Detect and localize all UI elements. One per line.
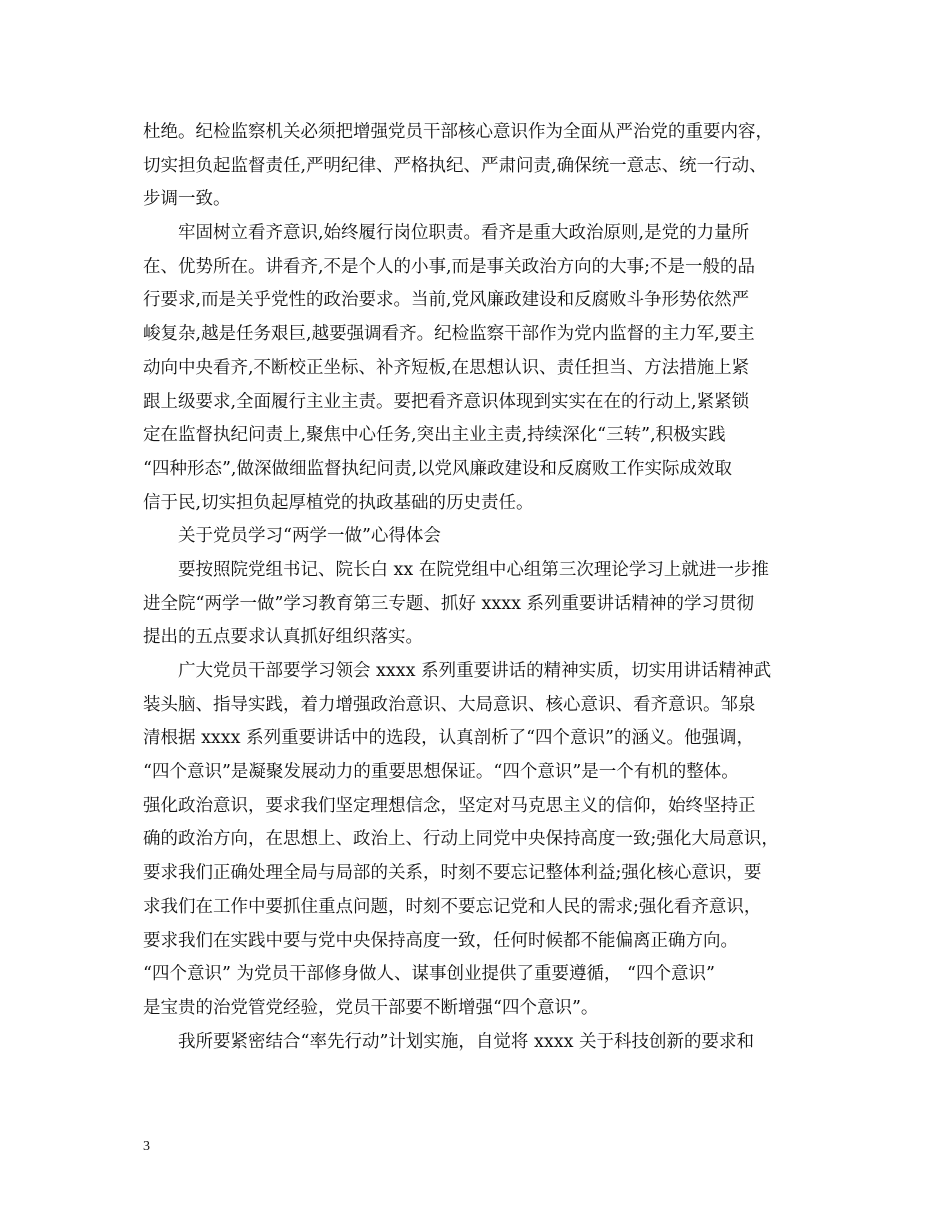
text-line: “四个意识” 为党员干部修身做人、谋事创业提供了重要遵循， “四个意识” <box>143 964 715 985</box>
text-line: 切实担负起监督责任,严明纪律、严格执纪、严肃问责,确保统一意志、统一行动、 <box>143 155 767 176</box>
text-line: 提出的五点要求认真抓好组织落实。 <box>143 627 423 648</box>
text-line: 峻复杂,越是任务艰巨,越要强调看齐。纪检监察干部作为党内监督的主力军,要主 <box>143 324 755 345</box>
page-number: 3 <box>143 1139 150 1154</box>
text-line: 要求我们在实践中要与党中央保持高度一致，任何时候都不能偏离正确方向。 <box>143 930 738 951</box>
paragraph-start-line: 我所要紧密结合“率先行动”计划实施，自觉将 xxxx 关于科技创新的要求和 <box>178 1031 754 1052</box>
text-line: 步调一致。 <box>143 189 231 210</box>
text-line: 进全院“两学一做”学习教育第三专题、抓好 xxxx 系列重要讲话精神的学习贯彻 <box>143 593 754 614</box>
text-line: 行要求,而是关乎党性的政治要求。当前,党风廉政建设和反腐败斗争形势依然严 <box>143 290 750 311</box>
text-line: “四个意识”是凝聚发展动力的重要思想保证。“四个意识”是一个有机的整体。 <box>143 762 739 783</box>
section-heading: 关于党员学习“两学一做”心得体会 <box>178 526 441 547</box>
text-line: 确的政治方向，在思想上、政治上、行动上同党中央保持高度一致;强化大局意识， <box>143 829 779 850</box>
paragraph-start-line: 广大党员干部要学习领会 xxxx 系列重要讲话的精神实质，切实用讲话精神武 <box>178 661 772 681</box>
text-line: 清根据 xxxx 系列重要讲话中的选段，认真剖析了“四个意识”的涵义。他强调， <box>143 728 754 749</box>
text-line: 杜绝。纪检监察机关必须把增强党员干部核心意识作为全面从严治党的重要内容， <box>143 122 773 142</box>
text-line: “四种形态”,做深做细监督执纪问责,以党风廉政建设和反腐败工作实际成效取 <box>143 458 733 479</box>
text-line: 要求我们正确处理全局与局部的关系，时刻不要忘记整体利益;强化核心意识，要 <box>143 863 762 884</box>
text-line: 定在监督执纪问责上,聚焦中心任务,突出主业主责,持续深化“三转”,积极实践 <box>143 425 726 446</box>
text-line: 求我们在工作中要抓住重点问题，时刻不要忘记党和人民的需求;强化看齐意识， <box>143 896 762 917</box>
text-line: 动向中央看齐,不断校正坐标、补齐短板,在思想认识、责任担当、方法措施上紧 <box>143 357 750 378</box>
text-line: 在、优势所在。讲看齐,不是个人的小事,而是事关政治方向的大事;不是一般的品 <box>143 256 756 277</box>
text-line: 强化政治意识，要求我们坚定理想信念，坚定对马克思主义的信仰，始终坚持正 <box>143 795 756 816</box>
text-line: 跟上级要求,全面履行主业主责。要把看齐意识体现到实实在在的行动上,紧紧锁 <box>143 391 750 412</box>
text-line: 信于民,切实担负起厚植党的执政基础的历史责任。 <box>143 492 534 513</box>
document-body <box>143 116 823 1059</box>
paragraph-start-line: 牢固树立看齐意识,始终履行岗位职责。看齐是重大政治原则,是党的力量所 <box>178 223 750 244</box>
text-line: 装头脑、指导实践，着力增强政治意识、大局意识、核心意识、看齐意识。邹泉 <box>143 694 756 715</box>
paragraph-start-line: 要按照院党组书记、院长白 xx 在院党组中心组第三次理论学习上就进一步推 <box>178 559 769 580</box>
text-line: 是宝贵的治党管党经验，党员干部要不断增强“四个意识”。 <box>143 997 599 1018</box>
